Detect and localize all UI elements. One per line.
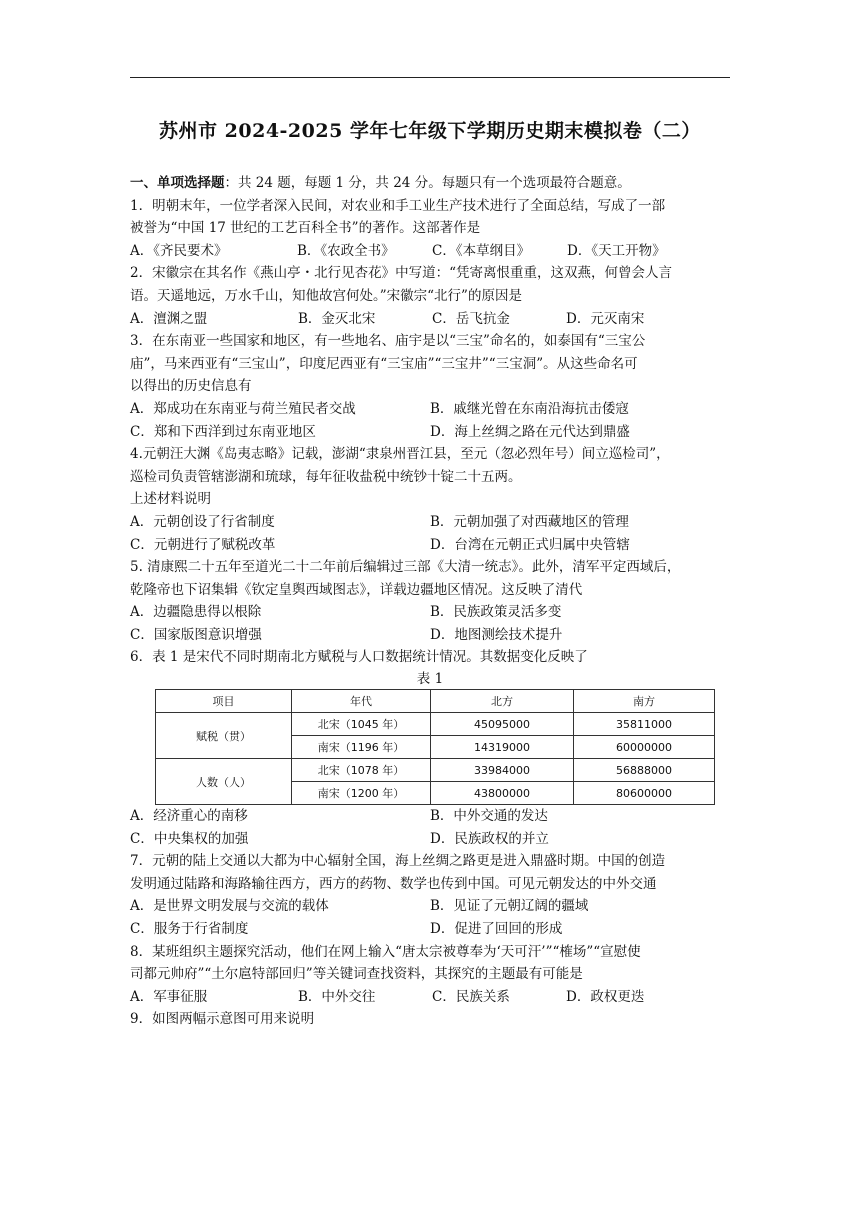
option-c[interactable]: C．《本草纲目》 xyxy=(432,242,531,259)
option-d[interactable]: D．元灭南宋 xyxy=(566,310,645,327)
question-1-line-2: 被誉为“中国 17 世纪的工艺百科全书”的著作。这部著作是 xyxy=(130,220,481,237)
table-cell: 35811000 xyxy=(574,713,715,736)
option-a[interactable]: A．元朝创设了行省制度 xyxy=(130,513,275,530)
question-9 xyxy=(130,1008,730,1031)
option-b[interactable]: B．《农政全书》 xyxy=(297,242,395,259)
option-d[interactable]: D．《天工开物》 xyxy=(567,242,666,259)
question-4-line-3: 上述材料说明 xyxy=(130,491,211,508)
option-b[interactable]: B．戚继光曾在东南沿海抗击倭寇 xyxy=(430,400,629,417)
option-a[interactable]: A．军事征服 xyxy=(130,988,208,1005)
option-a[interactable]: A．经济重心的南移 xyxy=(130,808,248,825)
table-cell: 45095000 xyxy=(431,713,574,736)
question-8-line-2: 司都元帅府”“土尔扈特部回归”等关键词查找资料，其探究的主题最有可能是 xyxy=(130,966,583,983)
question-3-options-row-2 xyxy=(130,421,730,444)
section-heading xyxy=(130,172,730,195)
question-2-line-2: 语。天遥地远，万水千山，知他故宫何处。”宋徽宗“北行”的原因是 xyxy=(130,287,522,304)
table-cell: 14319000 xyxy=(431,736,574,759)
question-3-line-3: 以得出的历史信息有 xyxy=(130,378,252,395)
question-5 xyxy=(130,556,730,646)
option-a[interactable]: A．边疆隐患得以根除 xyxy=(130,604,262,621)
question-7 xyxy=(130,850,730,940)
option-b[interactable]: B．民族政策灵活多变 xyxy=(430,604,562,621)
question-1-options xyxy=(130,240,730,263)
table-row xyxy=(156,759,715,782)
question-9-line-1: 9．如图两幅示意图可用来说明 xyxy=(130,1011,315,1028)
option-a[interactable]: A．《齐民要术》 xyxy=(130,242,228,259)
table-caption: 表 1 xyxy=(416,671,444,688)
option-c[interactable]: C．郑和下西洋到过东南亚地区 xyxy=(130,423,316,440)
question-3-line-1: 3．在东南亚一些国家和地区，有一些地名、庙宇是以“三宝”命名的，如泰国有“三宝公 xyxy=(130,333,646,350)
question-7-options-row-1 xyxy=(130,895,730,918)
question-5-line-1: 5. 清康熙二十五年至道光二十二年前后编辑过三部《大清一统志》。此外，清军平定西域后， xyxy=(130,559,681,576)
question-4 xyxy=(130,443,730,556)
option-b[interactable]: B．中外交往 xyxy=(298,988,376,1005)
question-5-options-row-1 xyxy=(130,601,730,624)
option-c[interactable]: C．元朝进行了赋税改革 xyxy=(130,536,276,553)
question-5-line-2: 乾隆帝也下诏集辑《钦定皇舆西域图志》，详载边疆地区情况。这反映了清代 xyxy=(130,581,583,598)
option-d[interactable]: D．促进了回回的形成 xyxy=(430,921,563,938)
question-2-options xyxy=(130,308,730,331)
table-cell: 56888000 xyxy=(574,759,715,782)
question-6-line-1: 6．表 1 是宋代不同时期南北方赋税与人口数据统计情况。其数据变化反映了 xyxy=(130,649,588,666)
table-cell: 南宋（1196 年） xyxy=(292,736,431,759)
question-8-line-1: 8．某班组织主题探究活动，他们在网上输入“唐太宗被尊奉为‘天可汗’”“榷场”“宣慰使 xyxy=(130,943,641,960)
table-header-row xyxy=(156,690,715,713)
question-3-line-2: 庙”，马来西亚有“三宝山”，印度尼西亚有“三宝庙”“三宝井”“三宝洞”。从这些命名可 xyxy=(130,355,638,372)
option-b[interactable]: B．元朝加强了对西藏地区的管理 xyxy=(430,513,629,530)
question-1 xyxy=(130,195,730,263)
question-4-options-row-1 xyxy=(130,511,730,534)
page-title: 苏州市 2024-2025 学年七年级下学期历史期末模拟卷（二） xyxy=(159,120,701,142)
table-header: 年代 xyxy=(292,690,431,713)
question-4-line-2: 巡检司负责管辖澎湖和琉球，每年征收盐税中统钞十锭二十五两。 xyxy=(130,468,522,485)
question-6 xyxy=(130,646,730,850)
question-7-options-row-2 xyxy=(130,918,730,941)
table-row xyxy=(156,713,715,736)
option-d[interactable]: D．地图测绘技术提升 xyxy=(430,626,563,643)
table-cell: 北宋（1045 年） xyxy=(292,713,431,736)
table-header: 项目 xyxy=(156,690,292,713)
question-3-options-row-1 xyxy=(130,398,730,421)
question-2-line-1: 2．宋徽宗在其名作《燕山亭・北行见杏花》中写道：“凭寄离恨重重，这双燕，何曾会人言 xyxy=(130,265,672,282)
option-d[interactable]: D．民族政权的并立 xyxy=(430,830,549,847)
option-b[interactable]: B．金灭北宋 xyxy=(298,310,376,327)
question-7-line-2: 发明通过陆路和海路输往西方，西方的药物、数学也传到中国。可见元朝发达的中外交通 xyxy=(130,875,657,892)
data-table xyxy=(155,689,715,805)
option-b[interactable]: B．中外交通的发达 xyxy=(430,808,548,825)
question-5-options-row-2 xyxy=(130,624,730,647)
question-6-options-row-1 xyxy=(130,805,730,828)
option-c[interactable]: C．民族关系 xyxy=(432,988,510,1005)
question-7-line-1: 7．元朝的陆上交通以大都为中心辐射全国，海上丝绸之路更是进入鼎盛时期。中国的创造 xyxy=(130,853,666,870)
table-cell: 33984000 xyxy=(431,759,574,782)
table-cell: 80600000 xyxy=(574,782,715,805)
question-6-options-row-2 xyxy=(130,828,730,851)
question-3 xyxy=(130,330,730,443)
option-d[interactable]: D．政权更迭 xyxy=(566,988,645,1005)
exam-content xyxy=(130,172,730,1031)
question-8-options xyxy=(130,986,730,1009)
question-4-line-1: 4.元朝汪大渊《岛夷志略》记载，澎湖“隶泉州晋江县，至元（忽必烈年号）间立巡检司”， xyxy=(130,446,670,463)
option-b[interactable]: B．见证了元朝辽阔的疆域 xyxy=(430,898,589,915)
option-c[interactable]: C．岳飞抗金 xyxy=(432,310,510,327)
section-description: ：共 24 题，每题 1 分，共 24 分。每题只有一个选项最符合题意。 xyxy=(224,175,631,191)
option-a[interactable]: A．郑成功在东南亚与荷兰殖民者交战 xyxy=(130,400,356,417)
table-header: 南方 xyxy=(574,690,715,713)
option-c[interactable]: C．国家版图意识增强 xyxy=(130,626,262,643)
option-c[interactable]: C．服务于行省制度 xyxy=(130,921,249,938)
question-1-line-1: 1．明朝末年，一位学者深入民间，对农业和手工业生产技术进行了全面总结，写成了一部 xyxy=(130,197,666,214)
question-8 xyxy=(130,941,730,1009)
table-cell: 43800000 xyxy=(431,782,574,805)
table-cell: 北宋（1078 年） xyxy=(292,759,431,782)
section-heading-label: 一、单项选择题 xyxy=(130,175,225,191)
table-cell-item: 赋税（贯） xyxy=(156,713,292,759)
option-a[interactable]: A．是世界文明发展与交流的载体 xyxy=(130,898,329,915)
table-cell-item: 人数（人） xyxy=(156,759,292,805)
table-cell: 60000000 xyxy=(574,736,715,759)
question-4-options-row-2 xyxy=(130,534,730,557)
header-rule xyxy=(130,77,730,78)
option-d[interactable]: D．海上丝绸之路在元代达到鼎盛 xyxy=(430,423,630,440)
option-c[interactable]: C．中央集权的加强 xyxy=(130,830,249,847)
option-a[interactable]: A．澶渊之盟 xyxy=(130,310,208,327)
table-cell: 南宋（1200 年） xyxy=(292,782,431,805)
option-d[interactable]: D．台湾在元朝正式归属中央管辖 xyxy=(430,536,630,553)
question-2 xyxy=(130,262,730,330)
table-header: 北方 xyxy=(431,690,574,713)
